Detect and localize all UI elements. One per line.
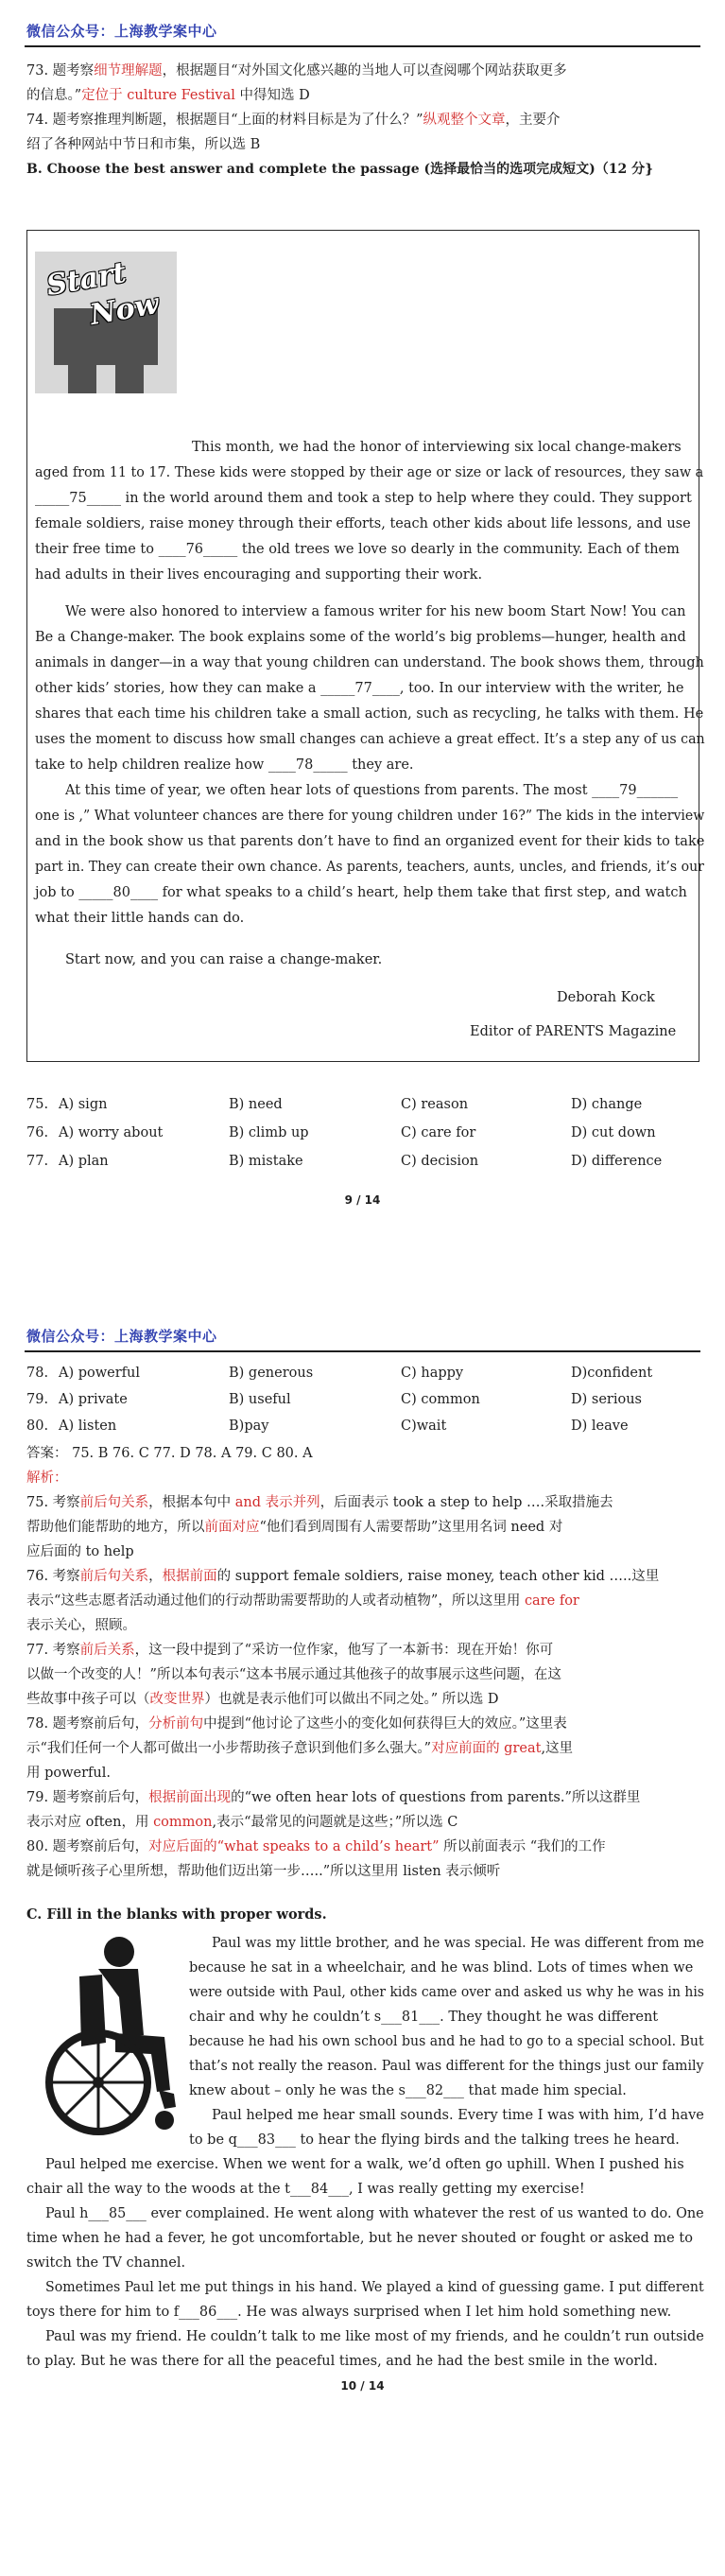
logo-word-now: Now	[87, 287, 162, 333]
passage-line: Start now, and you can raise a change-maker.	[65, 952, 383, 967]
header-rule	[25, 45, 700, 47]
passage-line: At this time of year, we often hear lots of questions from parents. The most ____79______	[65, 783, 679, 798]
section-c-heading: C. Fill in the blanks with proper words.	[26, 1906, 327, 1923]
passage-line: chair and why he couldn’t s___81___. They thought he was different	[189, 2010, 659, 2025]
passage-line: female soldiers, raise money through their efforts, teach other kids about life lessons, and use	[35, 516, 691, 531]
passage-line: _____75_____ in the world around them and took a step to help where they could. They support	[35, 491, 692, 506]
signature-name: Deborah Kock	[557, 990, 655, 1005]
passage-line: animals in danger—in a way that young children can understand. The book shows them, through	[35, 655, 704, 670]
explanation-77: 以做一个改变的人！”所以本句表示“这本书展示通过其他孩子的故事展示这些问题，在这	[26, 1667, 561, 1682]
explanation-75: 应后面的 to help	[26, 1544, 134, 1559]
analysis-label: 解析：	[26, 1471, 68, 1486]
passage-line: Paul h___85___ ever complained. He went along with whatever the rest of us wanted to do. One	[45, 2206, 704, 2221]
passage-line: time when he had a fever, he got uncomfortable, but he never shouted or fought or asked me to	[26, 2231, 693, 2246]
explanation-75: 帮助他们能帮助的地方，所以前面对应“他们看到周围有人需要帮助”这里用名词 need 对	[26, 1520, 563, 1535]
passage-line: had adults in their lives encouraging and supporting their work.	[35, 567, 483, 583]
passage-line: that’s not really the reason. Paul was different for the things just our family	[189, 2059, 704, 2074]
passage-line: and in the book show us that parents don’t have to find an organized event for their kids to take	[35, 834, 705, 849]
passage-line: were outside with Paul, other kids came over and asked us why he was in his	[189, 1985, 704, 2000]
passage-line: Paul helped me exercise. When we went for a walk, we’d often go uphill. When I pushed his	[45, 2157, 684, 2172]
passage-line: because he sat in a wheelchair, and he was blind. Lots of times when we	[189, 1960, 694, 1976]
passage-line: one is ,” What volunteer chances are there for young children under 16?” The kids in the interview	[35, 809, 705, 824]
logo-word-start: Start	[43, 255, 129, 304]
explanation-78: 用 powerful.	[26, 1766, 111, 1781]
passage-box	[26, 230, 705, 1062]
answers-line: 答案： 75. B 76. C 77. D 78. A 79. C 80. A	[26, 1446, 313, 1461]
explanation-76: 表示“这些志愿者活动通过他们的行动帮助需要帮助的人或者动植物”，所以这里用 care for	[26, 1593, 579, 1609]
passage-line: knew about – only he was the s___82___ that made him special.	[189, 2083, 627, 2098]
passage-line: Paul helped me hear small sounds. Every time I was with him, I’d have	[212, 2108, 704, 2123]
q74-line-2: 绍了各种网站中节日和市集，所以选 B	[26, 137, 261, 152]
q73-line-1: 73. 题考察细节理解题，根据题目“对外国文化感兴趣的当地人可以查阅哪个网站获取更多	[26, 63, 567, 78]
passage-line: part in. They can create their own chance. As parents, teachers, aunts, uncles, and friends, it’s our	[35, 860, 704, 875]
passage-line: Paul was my friend. He couldn’t talk to me like most of my friends, and he couldn’t run outside	[45, 2329, 704, 2344]
passage-line: because he had his own school bus and he had to go to a special school. But	[189, 2034, 704, 2049]
explanation-76: 76. 考察前后句关系，根据前面的 support female soldiers, raise money, teach other kid …..这里	[26, 1569, 660, 1584]
passage-line: to play. But he was there for all the peaceful times, and he had the best smile in the world.	[26, 2354, 658, 2369]
signature-title: Editor of PARENTS Magazine	[470, 1024, 677, 1039]
explanation-78: 示“我们任何一个人都可做出一小步帮助孩子意识到他们多么强大。”对应前面的 great,这里	[26, 1741, 574, 1756]
q73-line-2: 的信息。”定位于 culture Festival 中得知选 D	[26, 88, 310, 103]
passage-line: other kids’ stories, how they can make a _____77____, too. In our interview with the writer, he	[35, 681, 684, 696]
explanation-75: 75. 考察前后句关系，根据本句中 and 表示并列，后面表示 took a step to help ….采取措施去	[26, 1495, 613, 1510]
header-text: 微信公众号：上海教学案中心	[26, 1328, 217, 1345]
explanation-80: 80. 题考察前后句，对应后面的“what speaks to a child’s heart” 所以前面表示 “我们的工作	[26, 1839, 606, 1854]
passage-line: We were also honored to interview a famous writer for his new boom Start Now! You can	[65, 604, 686, 619]
wheelchair-silhouette-image	[32, 1931, 183, 2139]
explanation-77: 些故事中孩子可以（改变世界）也就是表示他们可以做出不同之处。” 所以选 D	[26, 1692, 499, 1707]
explanation-80: 就是倾听孩子心里所想，帮助他们迈出第一步…..”所以这里用 listen 表示倾听	[26, 1864, 501, 1879]
explanation-78: 78. 题考察前后句，分析前句中提到“他讨论了这些小的变化如何获得巨大的效应。”这里表	[26, 1716, 567, 1732]
page-number: 9 / 14	[344, 1193, 381, 1207]
passage-line: chair all the way to the woods at the t___84___, I was really getting my exercise!	[26, 2182, 585, 2197]
explanation-79: 表示对应 often，用 common,表示“最常见的问题就是这些；”所以选 C	[26, 1815, 458, 1830]
passage-line: their free time to ____76_____ the old trees we love so dearly in the community. Each of them	[35, 542, 680, 557]
passage-line: switch the TV channel.	[26, 2255, 186, 2271]
passage-line: take to help children realize how ____78_____ they are.	[35, 757, 414, 773]
explanation-77: 77. 考察前后关系，这一段中提到了“采访一位作家，他写了一本新书：现在开始！你可	[26, 1643, 554, 1658]
passage-line: uses the moment to discuss how small changes can achieve a great effect. It’s a step any of us can	[35, 732, 705, 747]
passage-line: job to _____80____ for what speaks to a child’s heart, help them take that first step, and watch	[35, 885, 687, 900]
page-number: 10 / 14	[340, 2379, 385, 2393]
q74-line-1: 74. 题考察推理判断题，根据题目“上面的材料目标是为了什么？”纵观整个文章，主要介	[26, 113, 561, 128]
passage-line: shares that each time his children take a small action, such as recycling, he talks with them. He	[35, 706, 704, 722]
passage-line: Sometimes Paul let me put things in his hand. We played a kind of guessing game. I put different	[45, 2280, 704, 2295]
passage-line: what their little hands can do.	[35, 911, 245, 926]
document-page-9: 微信公众号：上海教学案中心 73. 题考察细节理解题，根据题目“对外国文化感兴趣的当地人可以查阅哪个网站获取更多 的信息。”定位于 culture Festival 中得知选 D 74. 题考察推理判断题，根据题目“上面的材料目标是为了什么？”纵观整个文章，主要介 绍了各种网站中节日和市集，所以选 B B. Choose the best answer and complete the passage (选择最恰当的选项完成短文)（12 分} Start Now This month, we had the honor of interviewing six local change-makers aged from 11 to 17. These kids were stopped by their age or size or lack of resources, they saw a _____75_____ in the world around them and took a step to help where they could. They support female soldiers, raise money through their efforts, teach other kids about life lessons, and use their free time to ____76_____ the old trees we love so dearly in the community. Each of them had adults in their lives encouraging and supporting their work. We were also honored to interview a famous writer for his new boom Start Now! You can Be a Change-maker. The book explains some of the world’s big problems—hunger, health and animals in danger—in a way that young children can understand. The book shows them, through other kids’ stories, how they can make a _____77____, too. In our interview with the writer, he shares that each time his children take a small action, such as recycling, he talks with them. He uses the moment to discuss how small changes can achieve a great effect. It’s a step any of us can take to help children realize how ____78_____ they are. At this time of year, we often hear lots of questions from parents. The most ____79______ one is ,” What volunteer chances are there for young children under 16?” The kids in the interview and in the book show us that parents don’t have to find an organized event for their kids to take part in. They can create their own chance. As parents, teachers, aunts, uncles, and friends, it’s our job to _____80____ for what speaks to a child’s heart, help them take that first step, and watch what their little hands can do. Start now, and you can raise a change-maker. Deborah Kock Editor of PARENTS Magazine 75. A) sign B) need C) reason D) change 76. A) worry about B) climb up C) care for D) cut down 77. A) plan B) mistake C) decision D) difference 9 / 14	[0, 0, 725, 1229]
explanation-79: 79. 题考察前后句，根据前面出现的“we often hear lots of questions from parents.”所以这群里	[26, 1790, 641, 1805]
passage-line: This month, we had the honor of interviewing six local change-makers	[192, 440, 682, 455]
header-rule	[25, 1350, 700, 1352]
document-page-10: 微信公众号：上海教学案中心 78. A) powerful B) generous C) happy D)confident 79. A) private B) useful C) common D) serious 80. A) listen B)pay C)wait D) leave 答案： 75. B 76. C 77. D 78. A 79. C 80. A 解析： 75. 考察前后句关系，根据本句中 and 表示并列，后面表示 took a step to help ….采取措施去 帮助他们能帮助的地方，所以前面对应“他们看到周围有人需要帮助”这里用名词 need 对 应后面的 to help 76. 考察前后句关系，根据前面的 support female soldiers, raise money, teach other kid …..这里 表示“这些志愿者活动通过他们的行动帮助需要帮助的人或者动植物”，所以这里用 care for 表示关心，照顾。 77. 考察前后关系，这一段中提到了“采访一位作家，他写了一本新书：现在开始！你可 以做一个改变的人！”所以本句表示“这本书展示通过其他孩子的故事展示这些问题，在这 些故事中孩子可以（改变世界）也就是表示他们可以做出不同之处。” 所以选 D 78. 题考察前后句，分析前句中提到“他讨论了这些小的变化如何获得巨大的效应。”这里表 示“我们任何一个人都可做出一小步帮助孩子意识到他们多么强大。”对应前面的 great,这里 用 powerful. 79. 题考察前后句，根据前面出现的“we often hear lots of questions from parents.”所以这群里 表示对应 often，用 common,表示“最常见的问题就是这些；”所以选 C 80. 题考察前后句，对应后面的“what speaks to a child’s heart” 所以前面表示 “我们的工作 就是倾听孩子心里所想，帮助他们迈出第一步…..”所以这里用 listen 表示倾听 C. Fill in the blanks with proper words. Paul was my little brother, and he was special. He was different from me because he sat in a wheelchair, and he was blind. Lots of times when we were outside with Paul, other kids came over and asked us why he was in his chair and why he couldn’t s___81___. They thought he was different because he had his own school bus and he had to go to a special school. But that’s not really the reason. Paul was different for the things just our family knew about – only he was the s___82___ that made him special. Paul helped me hear small sounds. Every time I was with him, I’d have to be q___83___ to hear the flying birds and the talking trees he heard. Paul helped me exercise. When we went for a walk, we’d often go uphill. When I pushed his chair all the way to the woods at the t___84___, I was really getting my exercise! Paul h___85___ ever complained. He went along with whatever the rest of us wanted to do. One time when he had a fever, he got uncomfortable, but he never shouted or fought or asked me to switch the TV channel. Sometimes Paul let me put things in his hand. We played a kind of guessing game. I put different toys there for him to f___86___. He was always surprised when I let him hold something new. Paul was my friend. He couldn’t talk to me like most of my friends, and he couldn’t run outside to play. But he was there for all the peaceful times, and he had the best smile in the world. 10 / 14	[0, 1305, 725, 2576]
passage-line: aged from 11 to 17. These kids were stopped by their age or size or lack of resources, they saw a	[35, 465, 704, 480]
explanation-76: 表示关心，照顾。	[26, 1618, 136, 1633]
passage-line: to be q___83___ to hear the flying birds and the talking trees he heard.	[189, 2132, 680, 2148]
passage-line: Be a Change-maker. The book explains some of the world’s big problems—hunger, health and	[35, 630, 686, 645]
start-now-logo-image	[35, 252, 177, 393]
header-text: 微信公众号：上海教学案中心	[26, 23, 217, 40]
passage-line: Paul was my little brother, and he was special. He was different from me	[212, 1936, 704, 1951]
section-b-heading: B. Choose the best answer and complete the passage (选择最恰当的选项完成短文)（12 分}	[26, 162, 654, 177]
passage-line: toys there for him to f___86___. He was always surprised when I let him hold something new.	[26, 2305, 672, 2320]
page-separator	[0, 1229, 725, 1305]
